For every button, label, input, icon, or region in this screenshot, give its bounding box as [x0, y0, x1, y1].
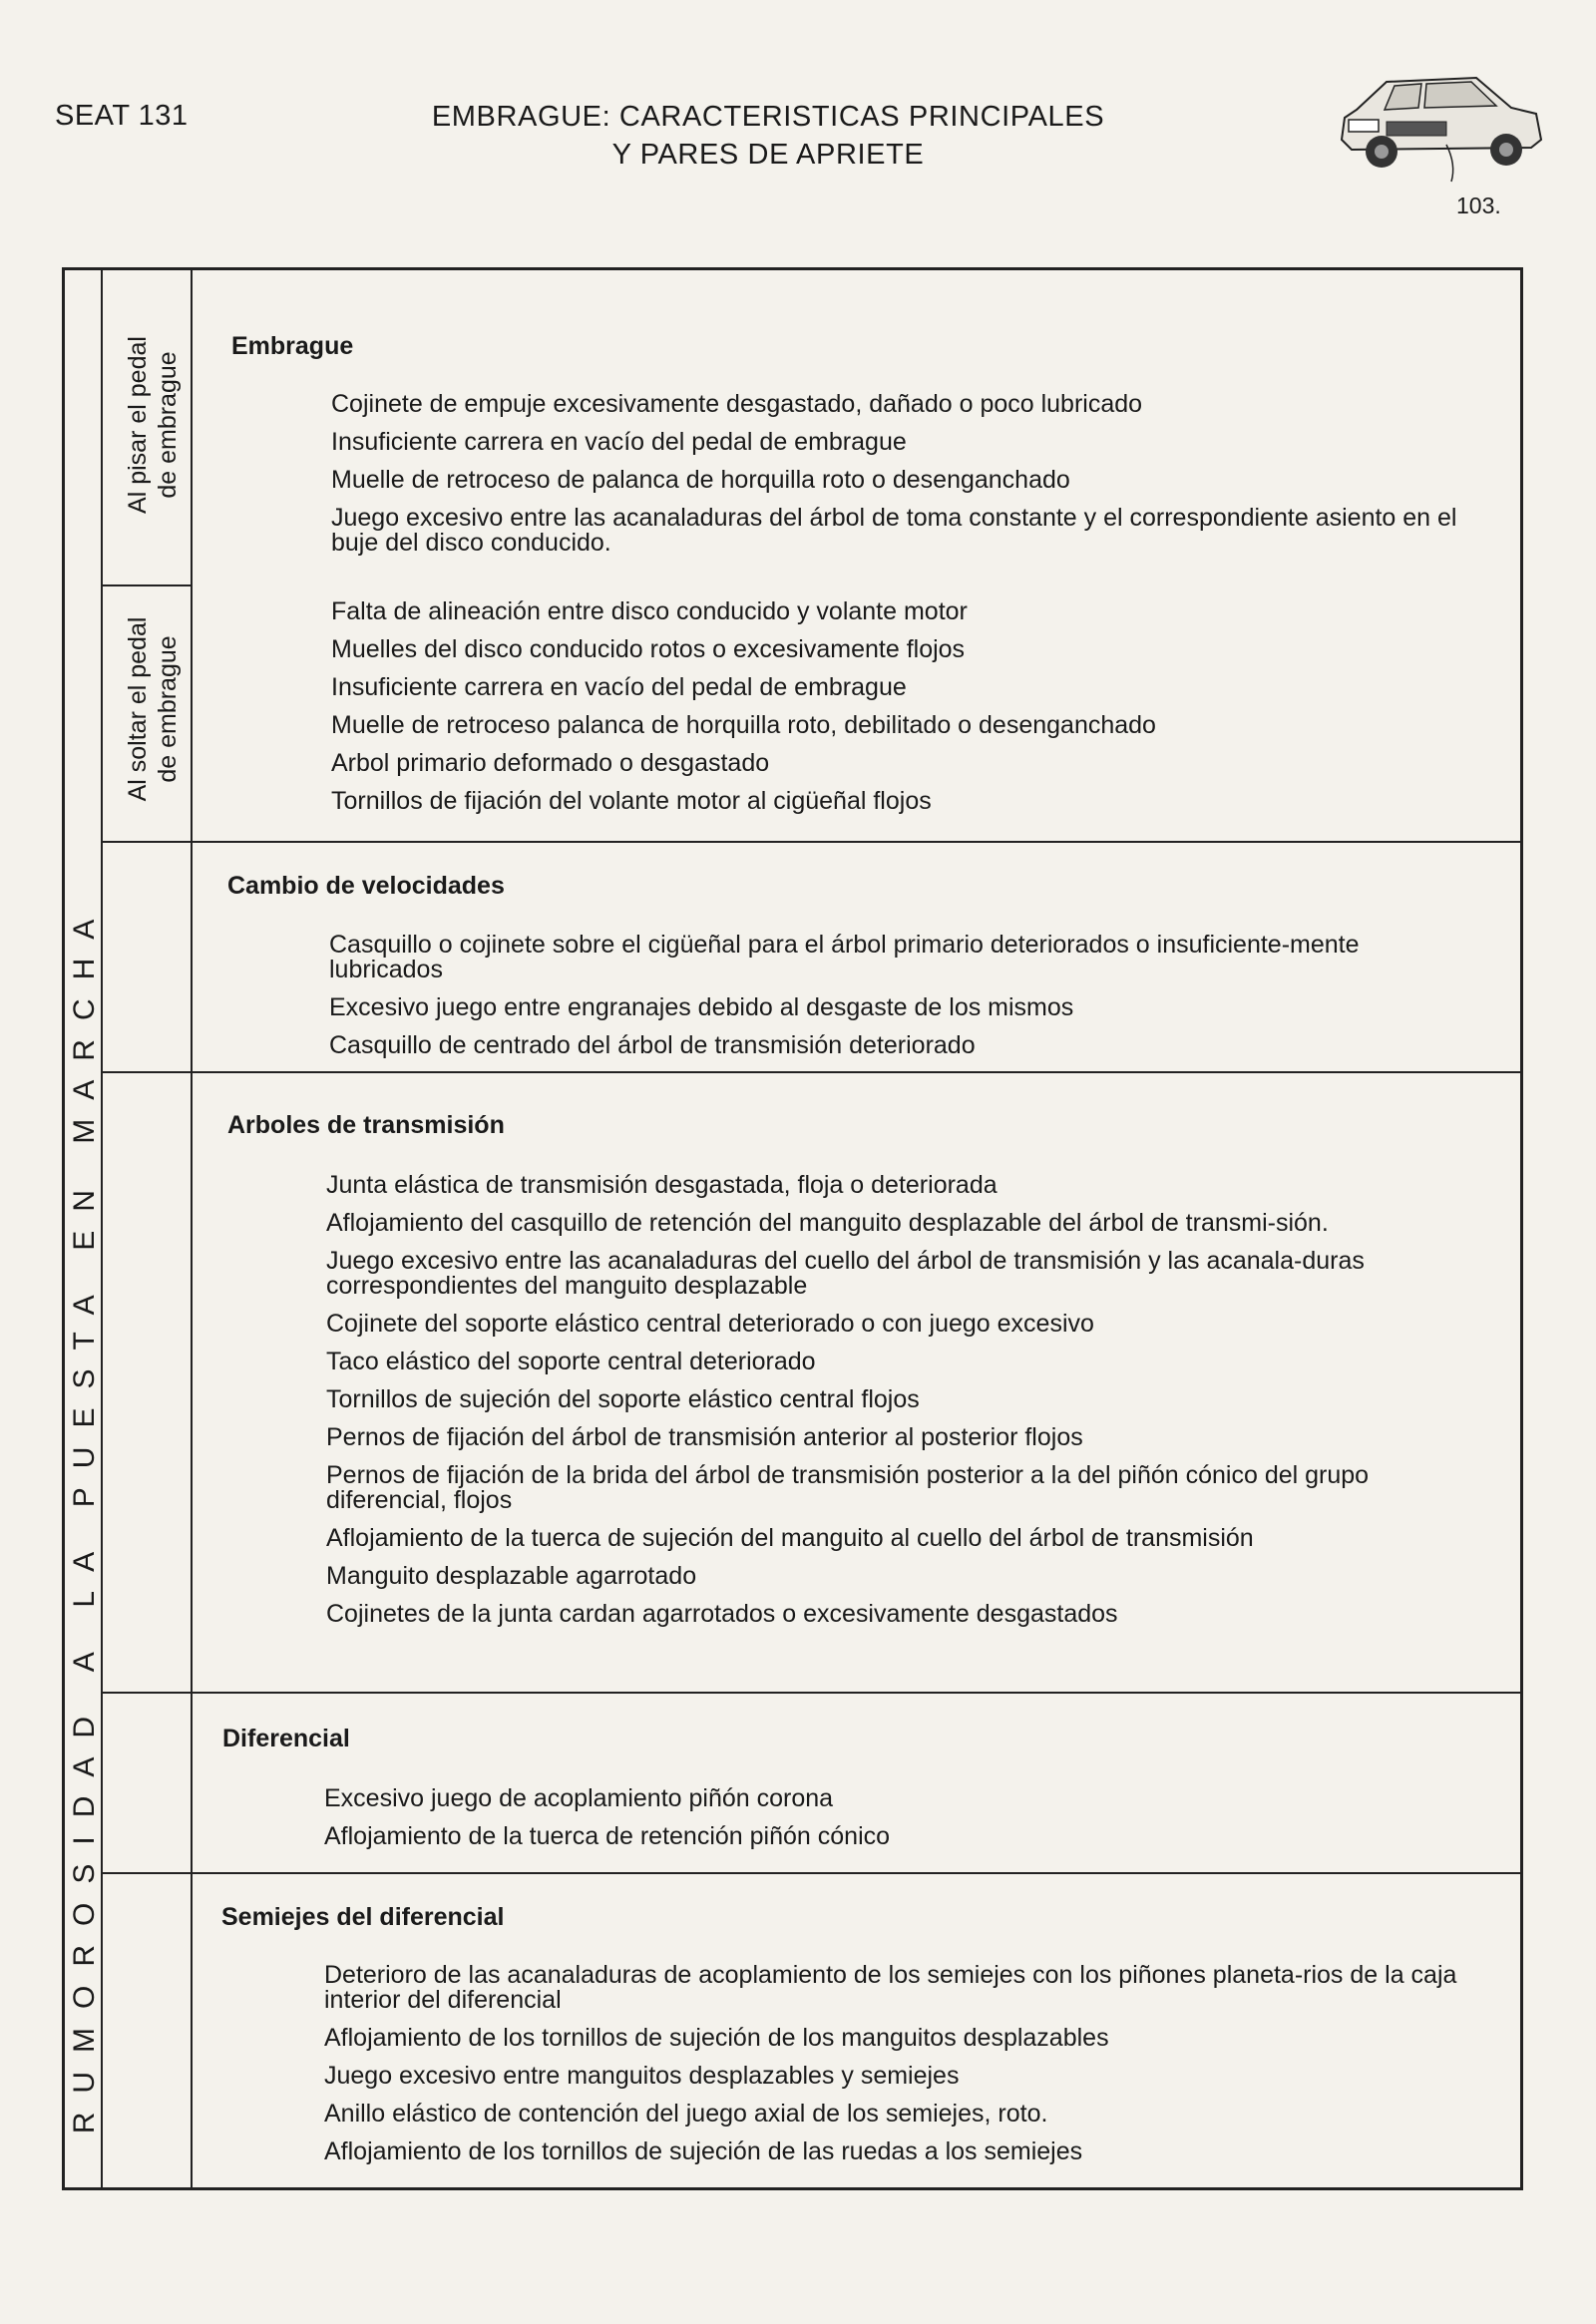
diferencial-list — [324, 1786, 1471, 1862]
section-divider-2 — [101, 1071, 1520, 1073]
list-item: Pernos de fijación del árbol de transmisión anterior al posterior flojos — [326, 1423, 1083, 1451]
page-number: 103. — [1456, 193, 1501, 218]
cambio-list — [329, 933, 1476, 1071]
list-item: Aflojamiento de los tornillos de sujeción de los manguitos desplazables — [324, 2024, 1109, 2052]
embrague-press-list — [331, 392, 1478, 569]
model-label: SEAT 131 — [55, 100, 189, 132]
list-item: Insuficiente carrera en vacío del pedal de embrague — [331, 428, 907, 456]
list-item: Aflojamiento de los tornillos de sujeción de las ruedas a los semiejes — [324, 2137, 1083, 2165]
list-item: Tornillos de fijación del volante motor al cigüeñal flojos — [331, 787, 932, 815]
list-item: Anillo elástico de contención del juego axial de los semiejes, roto. — [324, 2100, 1048, 2128]
embrague-release-list — [331, 599, 1478, 827]
section-divider-3 — [101, 1692, 1520, 1694]
list-item: Falta de alineación entre disco conducido y volante motor — [331, 597, 968, 625]
list-item: Tornillos de sujeción del soporte elástico central flojos — [326, 1385, 920, 1413]
list-item: Juego excesivo entre las acanaladuras del árbol de toma constante y el correspondiente asiento en el buje del disco conducido. — [331, 504, 1457, 557]
car-illustration — [1327, 70, 1556, 190]
list-item: Pernos de fijación de la brida del árbol de transmisión posterior a la del piñón cónico del grupo diferencial, flojos — [326, 1461, 1370, 1514]
list-item: Cojinete del soporte elástico central deteriorado o con juego excesivo — [326, 1310, 1094, 1338]
list-item: Manguito desplazable agarrotado — [326, 1562, 697, 1590]
list-item: Taco elástico del soporte central deteriorado — [326, 1348, 816, 1375]
section-title-arboles: Arboles de transmisión — [227, 1111, 505, 1139]
list-item: Arbol primario deformado o desgastado — [331, 749, 770, 777]
title-line-1: EMBRAGUE: CARACTERISTICAS PRINCIPALES — [431, 101, 1105, 133]
list-item: Casquillo de centrado del árbol de transmisión deteriorado — [329, 1031, 976, 1059]
page-title — [379, 98, 1157, 174]
column-divider-2 — [191, 270, 193, 2187]
section-title-semiejes: Semiejes del diferencial — [221, 1903, 505, 1931]
list-item: Cojinete de empuje excesivamente desgastado, dañado o poco lubricado — [331, 390, 1143, 418]
title-line-2: Y PARES DE APRIETE — [611, 139, 925, 171]
list-item: Insuficiente carrera en vacío del pedal de embrague — [331, 673, 907, 701]
section-title-embrague: Embrague — [231, 332, 354, 360]
list-item: Aflojamiento del casquillo de retención del manguito desplazable del árbol de transmi-sión. — [326, 1209, 1329, 1237]
diagnosis-table: RUMOROSIDAD A LA PUESTA EN MARCHA Al pisar el pedal de embrague Al soltar el pedal de embrague Embrague Cojinete de empuje excesivamente desgastado, dañado o poco lubricado Insuficiente carrera en vacío del pedal de embrague Muelle de retroceso de palanca de horquilla roto o desenganchado Juego excesivo entre las acanaladuras del árbol de toma constante y el correspondiente asiento en el buje del disco conducido. Falta de alineación entre disco conducido y volante motor Muelles del disco conducido rotos o excesivamente flojos Insuficiente carrera en vacío del pedal de embrague Muelle de retroceso palanca de horquilla roto, debilitado o desenganchado Arbol primario deformado o desgastado Tornillos de fijación del volante motor al cigüeñal flojos Cambio de velocidades Casquillo o cojinete sobre el cigüeñal para el árbol primario deteriorados o insuficiente-mente lubricados Excesivo juego entre engranajes debido al desgaste de los mismos Casquillo de centrado del árbol de transmisión deteriorado Arboles de transmisión Junta elástica de transmisión desgastada, floja o deteriorada Aflojamiento del casquillo de retención del manguito desplazable del árbol de transmi-sión. Juego excesivo entre las acanaladuras del cuello del árbol de transmisión y las acanala-duras correspondientes del manguito desplazable Cojinete del soporte elástico central deteriorado o con juego excesivo Taco elástico del soporte central deteriorado Tornillos de sujeción del soporte elástico central flojos Pernos de fijación del árbol de transmisión anterior al posterior flojos Pernos de fijación de la brida del árbol de transmisión posterior a la del piñón cónico del grupo diferencial, flojos Aflojamiento de la tuerca de sujeción del manguito al cuello del árbol de transmisión Manguito desplazable agarrotado Cojinetes de la junta cardan agarrotados o excesivamente desgastados Diferencial Excesivo juego de acoplamiento piñón corona Aflojamiento de la tuerca de retención piñón cónico Semiejes del diferencial Deterioro de las acanaladuras de acoplamiento de los semiejes con los piñones planeta-rios de la caja interior del diferencial Aflojamiento de los tornillos de sujeción de los manguitos desplazables Juego excesivo entre manguitos desplazables y semiejes Anillo elástico de contención del juego axial de los semiejes, roto. Aflojamiento de los tornillos de sujeción de las ruedas a los semiejes — [62, 267, 1523, 2190]
list-item: Juego excesivo entre las acanaladuras del cuello del árbol de transmisión y las acanala-duras correspondientes del manguito desplazable — [326, 1247, 1365, 1300]
semiejes-list — [324, 1963, 1471, 2177]
subrow-divider — [101, 584, 191, 586]
section-title-cambio: Cambio de velocidades — [227, 872, 505, 900]
list-item: Juego excesivo entre manguitos desplazables y semiejes — [324, 2062, 960, 2090]
list-item: Excesivo juego entre engranajes debido al desgaste de los mismos — [329, 993, 1074, 1021]
list-item: Muelle de retroceso de palanca de horquilla roto o desenganchado — [331, 466, 1070, 494]
list-item: Cojinetes de la junta cardan agarrotados o excesivamente desgastados — [326, 1600, 1118, 1628]
section-divider-4 — [101, 1872, 1520, 1874]
list-item: Junta elástica de transmisión desgastada, floja o deteriorada — [326, 1171, 998, 1199]
section-title-diferencial: Diferencial — [222, 1725, 350, 1752]
list-item: Muelle de retroceso palanca de horquilla roto, debilitado o desenganchado — [331, 711, 1156, 739]
section-divider-1 — [101, 841, 1520, 843]
list-item: Excesivo juego de acoplamiento piñón corona — [324, 1784, 834, 1812]
list-item: Muelles del disco conducido rotos o excesivamente flojos — [331, 635, 966, 663]
list-item: Aflojamiento de la tuerca de sujeción del manguito al cuello del árbol de transmisión — [326, 1524, 1254, 1552]
list-item: Aflojamiento de la tuerca de retención piñón cónico — [324, 1822, 891, 1850]
arboles-list — [326, 1173, 1473, 1640]
list-item: Casquillo o cojinete sobre el cigüeñal para el árbol primario deteriorados o insuficiente-mente lubricados — [329, 931, 1360, 983]
list-item: Deterioro de las acanaladuras de acoplamiento de los semiejes con los piñones planeta-rios de la caja interior del diferencial — [324, 1961, 1457, 2014]
